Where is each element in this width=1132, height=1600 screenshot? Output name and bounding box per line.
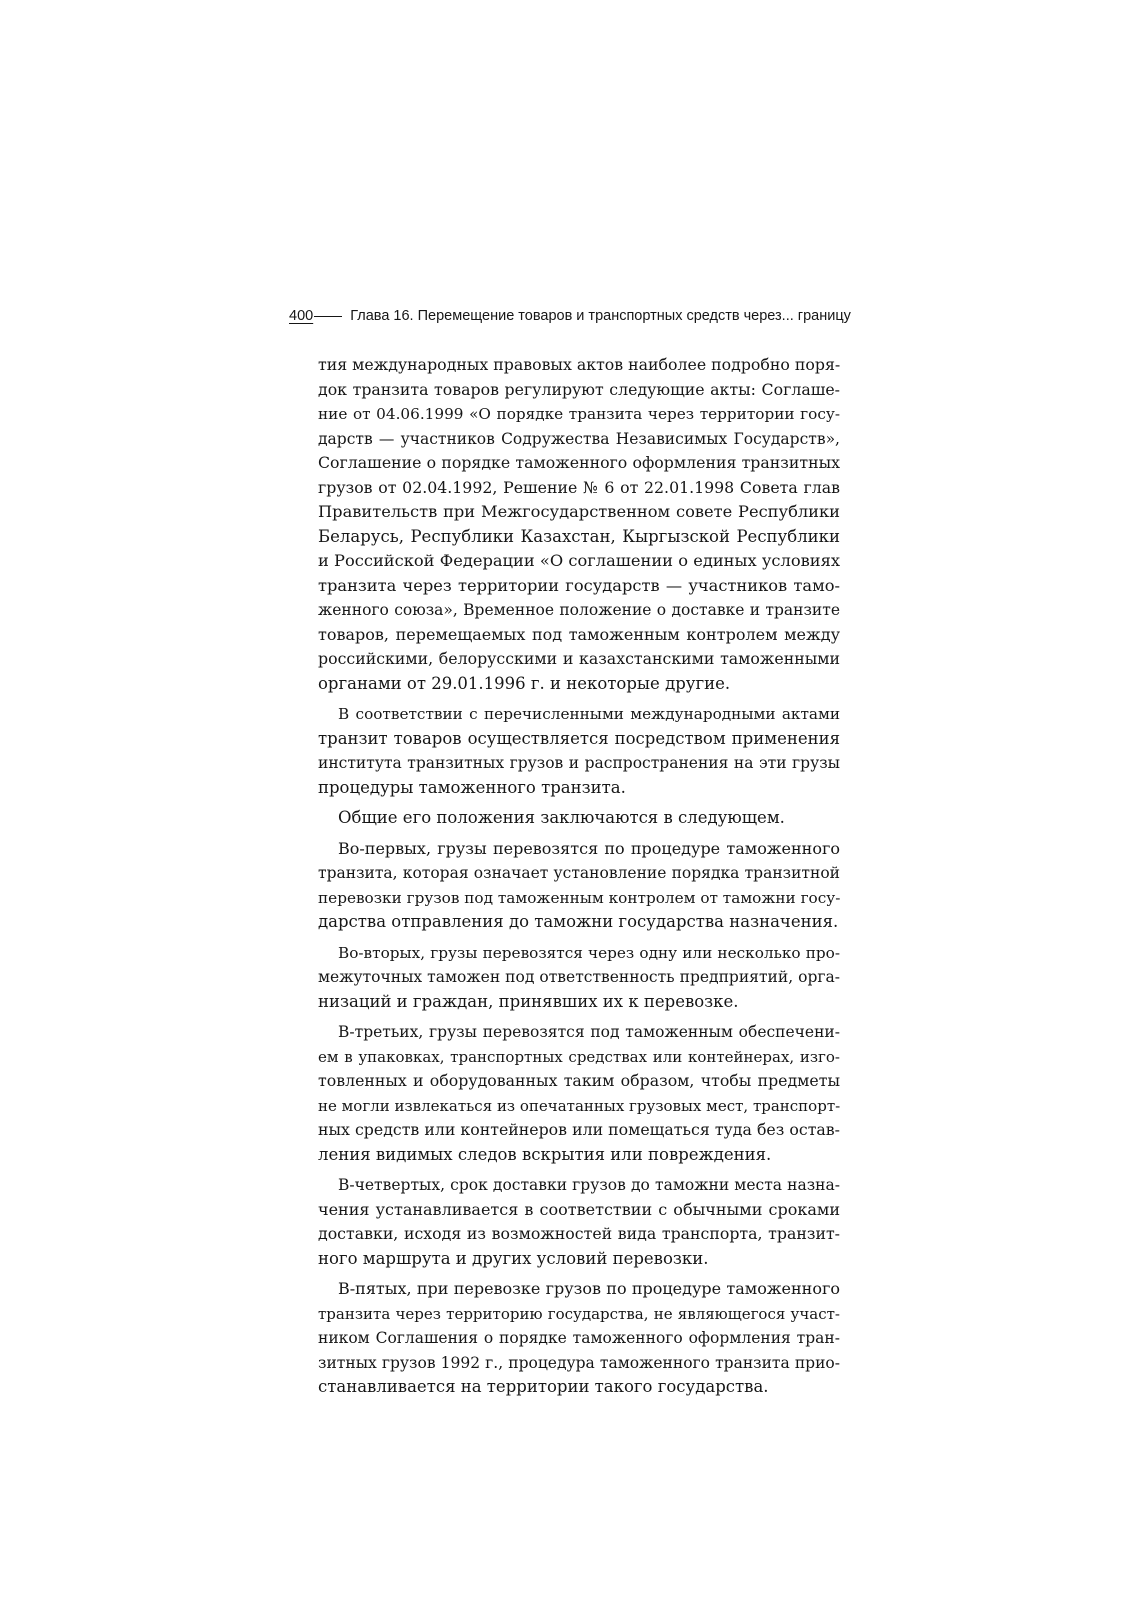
text-line: ние от 04.06.1999 «О порядке транзита через территории госу- (318, 405, 840, 423)
text-line: транзита через территории государств — участников тамо- (318, 575, 840, 595)
text-line: тия международных правовых актов наиболее подробно поря- (318, 355, 841, 374)
text-line: Правительств при Межгосударственном совете Республики (318, 502, 840, 521)
text-line: станавливается на территории такого государства. (318, 1377, 769, 1396)
text-line: В-четвертых, срок доставки грузов до таможни места назна- (338, 1176, 840, 1194)
text-line: Соглашение о порядке таможенного оформления транзитных (318, 453, 840, 472)
text-line: ных средств или контейнеров или помещаться туда без остав- (318, 1120, 840, 1139)
text-line: и Российской Федерации «О соглашении о единых условиях (318, 551, 840, 570)
text-line: ления видимых следов вскрытия или повреждения. (318, 1144, 772, 1164)
text-line: женного союза», Временное положение о доставке и транзите (318, 601, 840, 619)
paragraph (318, 353, 840, 696)
paragraph (318, 806, 840, 831)
text-line: грузов от 02.04.1992, Решение № 6 от 22.01.1998 Совета глав (318, 477, 840, 497)
paragraph (318, 941, 840, 1015)
text-line: Беларусь, Республики Казахстан, Кыргызской Республики (318, 526, 840, 546)
text-line: межуточных таможен под ответственность предприятий, орга- (318, 968, 840, 986)
text-line: транзита через территорию государства, не являющегося участ- (318, 1304, 840, 1323)
body-text (318, 353, 840, 1400)
text-line: не могли извлекаться из опечатанных грузовых мест, транспорт- (318, 1096, 841, 1115)
text-line: дарств — участников Содружества Независимых Государств», (318, 429, 840, 448)
text-line: ем в упаковках, транспортных средствах или контейнерах, изго- (318, 1047, 840, 1066)
text-line: транзита, которая означает установление порядка транзитной (318, 864, 840, 882)
paragraph (318, 1173, 840, 1271)
text-line: российскими, белорусскими и казахстанскими таможенными (318, 649, 840, 668)
header-rule (314, 316, 342, 317)
text-line: ного маршрута и других условий перевозки. (318, 1248, 709, 1268)
text-line: дарства отправления до таможни государства назначения. (318, 912, 839, 931)
text-line: док транзита товаров регулируют следующие акты: Соглаше- (318, 379, 840, 399)
text-line: чения устанавливается в соответствии с обычными сроками (318, 1199, 840, 1219)
page-number: 400 (289, 308, 314, 324)
text-line: низаций и граждан, принявших их к перевозке. (318, 991, 739, 1011)
chapter-title: Глава 16. Перемещение товаров и транспортных средств через... границу (350, 308, 851, 324)
paragraph (318, 1277, 840, 1400)
text-line: перевозки грузов под таможенным контролем от таможни госу- (318, 888, 841, 907)
text-line: товленных и оборудованных таким образом, чтобы предметы (318, 1071, 840, 1090)
text-line: товаров, перемещаемых под таможенным контролем между (318, 624, 840, 644)
text-line: Общие его положения заключаются в следующем. (338, 808, 785, 827)
text-line: доставки, исходя из возможностей вида транспорта, транзит- (318, 1224, 840, 1243)
text-line: В-пятых, при перевозке грузов по процедуре таможенного (338, 1279, 840, 1298)
running-head (289, 304, 851, 328)
text-line: процедуры таможенного транзита. (318, 777, 626, 797)
text-line: В-третьих, грузы перевозятся под таможенным обеспечени- (338, 1023, 840, 1041)
text-line: ником Соглашения о порядке таможенного оформления тран- (318, 1329, 840, 1347)
text-line: транзит товаров осуществляется посредством применения (318, 728, 840, 748)
text-line: органами от 29.01.1996 г. и некоторые другие. (318, 673, 731, 693)
paragraph (318, 837, 840, 935)
text-line: В соответствии с перечисленными международными актами (338, 705, 840, 723)
text-line: Во-первых, грузы перевозятся по процедуре таможенного (338, 838, 840, 858)
text-line: института транзитных грузов и распространения на эти грузы (318, 754, 840, 772)
paragraph (318, 1020, 840, 1167)
paragraph (318, 702, 840, 800)
text-line: зитных грузов 1992 г., процедура таможенного транзита прио- (318, 1353, 840, 1372)
text-line: Во-вторых, грузы перевозятся через одну или несколько про- (338, 943, 840, 962)
